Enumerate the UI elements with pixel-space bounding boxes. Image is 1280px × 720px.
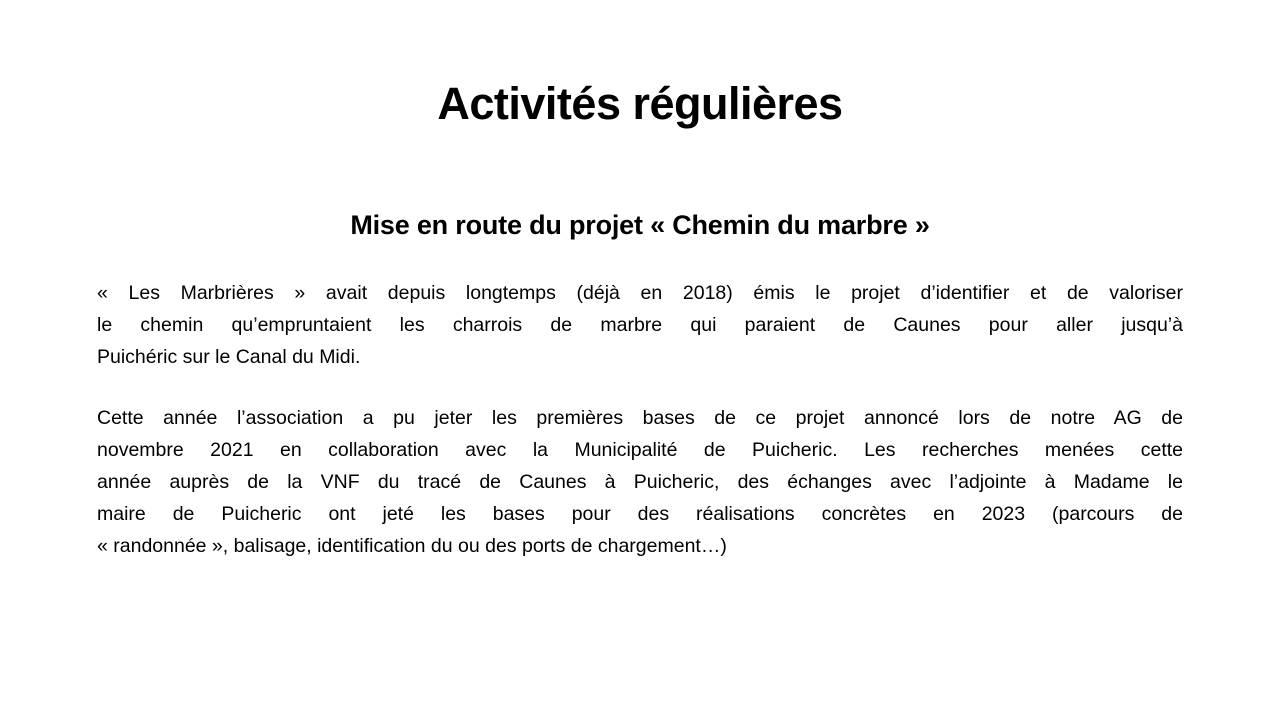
text-line: Cette année l’association a pu jeter les premières bases de ce projet annoncé lors de notre AG de [97, 407, 1183, 430]
slide-subtitle: Mise en route du projet « Chemin du marbre » [350, 210, 930, 240]
slide-body [97, 278, 1183, 592]
text-line: novembre 2021 en collaboration avec la Municipalité de Puicheric. Les recherches menées cette [97, 439, 1183, 462]
text-line: « Les Marbrières » avait depuis longtemps (déjà en 2018) émis le projet d’identifier et de valoriser [97, 282, 1183, 304]
text-line: « randonnée », balisage, identification du ou des ports de chargement…) [97, 534, 727, 557]
slide-title: Activités régulières [437, 78, 843, 129]
text-line: année auprès de la VNF du tracé de Caunes à Puicheric, des échanges avec l’adjointe à Madame le [97, 470, 1183, 493]
paragraph-project-origin [97, 278, 1183, 373]
paragraph-project-progress [97, 403, 1183, 562]
text-line: Puichéric sur le Canal du Midi. [97, 345, 361, 368]
text-line: le chemin qu’empruntaient les charrois de marbre qui paraient de Caunes pour aller jusqu’à [97, 313, 1183, 336]
text-line: maire de Puicheric ont jeté les bases pour des réalisations concrètes en 2023 (parcours de [97, 502, 1183, 525]
